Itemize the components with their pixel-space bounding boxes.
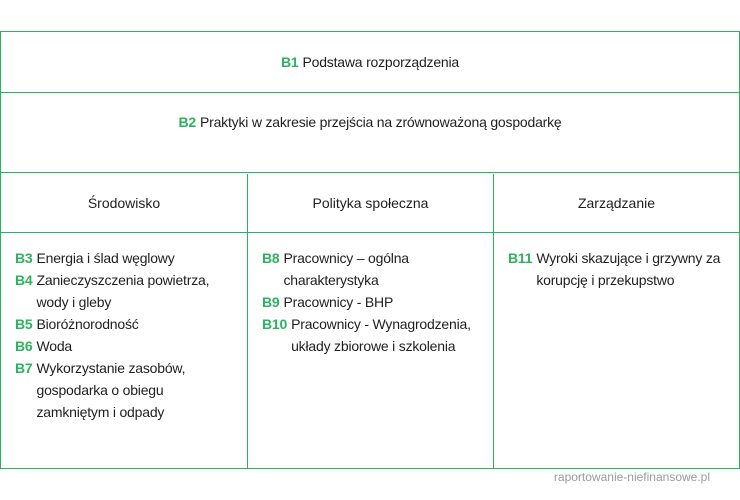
list-item	[508, 247, 727, 291]
item-label: Pracownicy - BHP	[283, 294, 394, 310]
item-code: B9	[262, 294, 280, 310]
list-item	[262, 291, 481, 313]
list-item	[15, 357, 235, 423]
code-b1: B1	[281, 54, 299, 70]
item-label: Woda	[36, 338, 73, 354]
item-label: Bioróżnorodność	[36, 316, 139, 332]
list-item	[15, 335, 235, 357]
list-item	[262, 313, 481, 357]
item-code: B7	[15, 360, 33, 376]
column-title-environment: Środowisko	[1, 174, 247, 233]
column-social	[248, 234, 493, 468]
header-row-b1	[1, 32, 739, 93]
item-label: Energia i ślad węglowy	[36, 250, 175, 266]
item-code: B4	[15, 272, 33, 288]
list-item	[15, 247, 235, 269]
list-item	[262, 247, 481, 291]
item-label: Zanieczyszczenia powietrza, wody i gleby	[36, 272, 210, 310]
column-title-governance: Zarządzanie	[494, 174, 739, 233]
item-code: B5	[15, 316, 33, 332]
column-governance	[494, 234, 739, 468]
item-label: Wyroki skazujące i grzywny za korupcję i przekupstwo	[536, 250, 721, 288]
item-code: B10	[262, 316, 288, 332]
item-label: Pracownicy – ogólna charakterystyka	[283, 250, 409, 288]
watermark: raportowanie-niefinansowe.pl	[553, 470, 710, 484]
column-title-social: Polityka społeczna	[248, 174, 493, 233]
item-code: B11	[508, 250, 533, 266]
list-item	[15, 313, 235, 335]
label-b1: Podstawa rozporządzenia	[302, 54, 459, 70]
item-code: B3	[15, 250, 33, 266]
item-label: Wykorzystanie zasobów, gospodarka o obiegu zamkniętym i odpady	[36, 360, 186, 420]
code-b2: B2	[178, 114, 196, 130]
item-code: B6	[15, 338, 33, 354]
column-environment	[1, 234, 247, 468]
item-label: Pracownicy - Wynagrodzenia, układy zbiorowe i szkolenia	[291, 316, 471, 354]
disclosure-table	[0, 31, 740, 469]
item-code: B8	[262, 250, 280, 266]
list-item	[15, 269, 235, 313]
header-row-b2	[1, 93, 739, 173]
label-b2: Praktyki w zakresie przejścia na zrównoważoną gospodarkę	[199, 114, 562, 130]
